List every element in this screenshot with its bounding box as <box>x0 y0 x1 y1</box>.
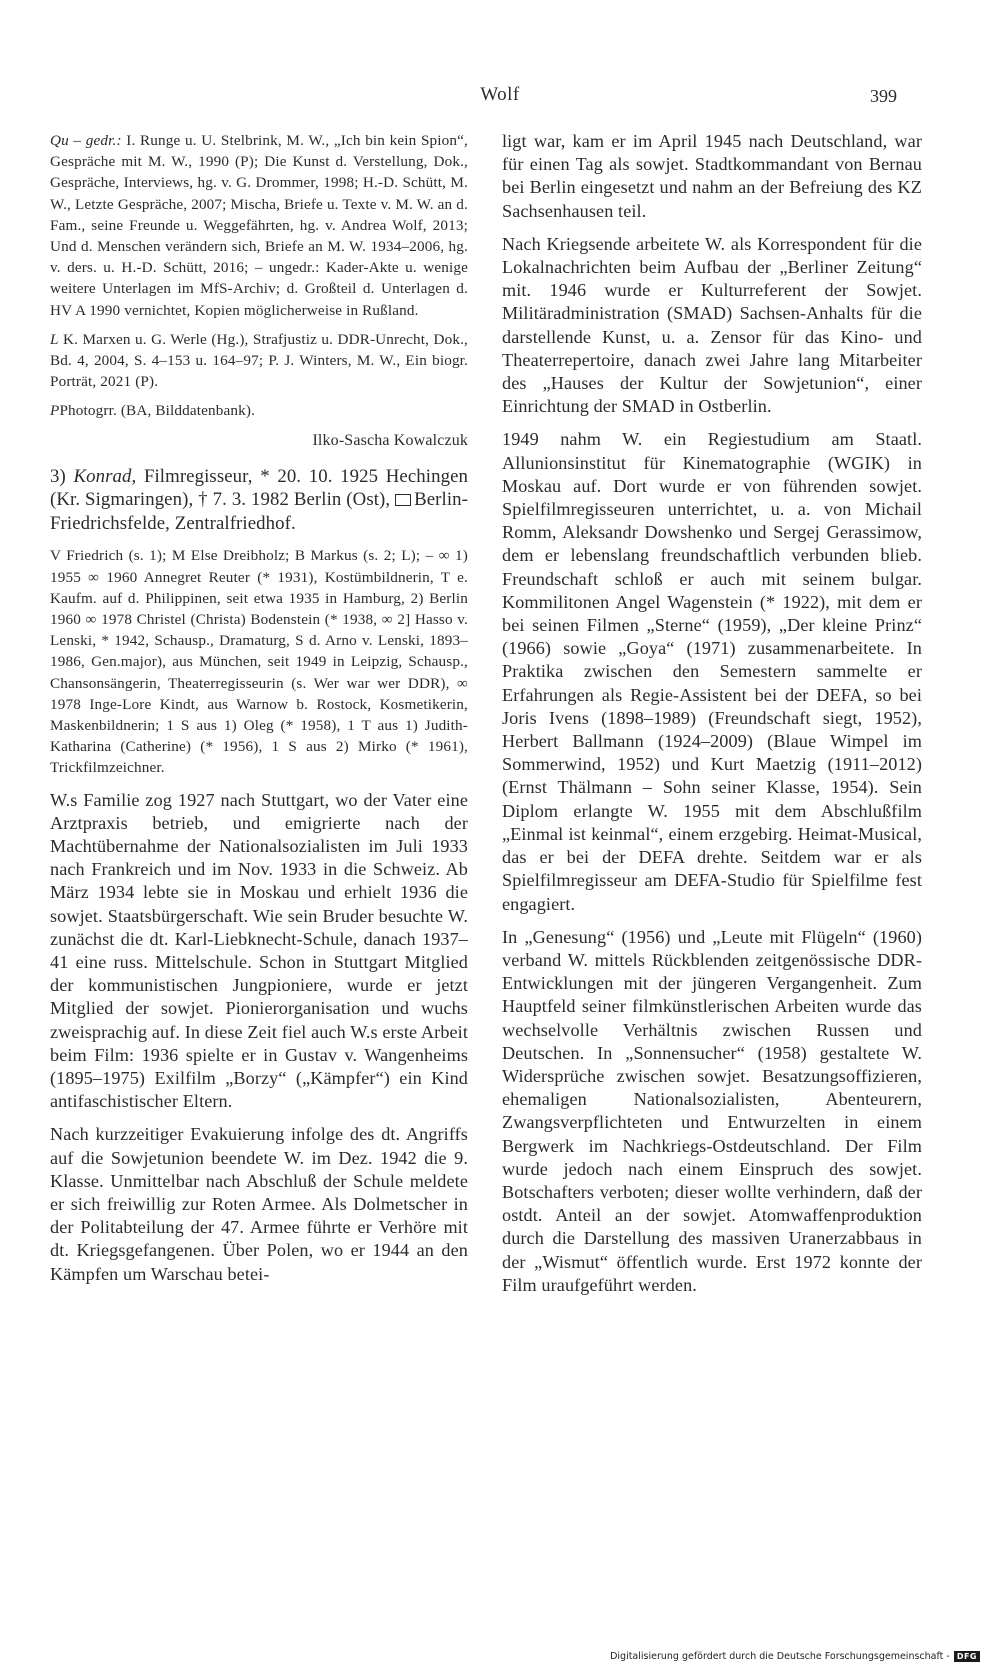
photo-paragraph <box>50 400 468 421</box>
photo-text: Photogrr. (BA, Bilddatenbank). <box>59 402 256 420</box>
sources-paragraph <box>50 130 468 321</box>
entry-name: Konrad, <box>73 465 137 487</box>
body-paragraph-6: In „Genesung“ (1956) und „Leute mit Flügeln“ (1960) verband W. mittels Rückblenden zeitgenössische DDR-Entwicklungen mit der jüngeren Vergangenheit. Zum Hauptfeld seiner filmkünstlerischen Arbeiten wurde das wechselvolle Verhältnis zwischen Russen und Deutschen. In „Sonnensucher“ (1958) gestaltete W. Widersprüche zwischen sowjet. Besatzungsoffizieren, ehemaligen Nationalsozialisten, Abenteurern, Zwangsverpflichteten und Entwurzelten in einem Bergwerk im Nachkriegs-Ostdeutschland. Der Film wurde jedoch nach einem Einspruch des sowjet. Botschafters verboten; dieser wollte verhindern, daß der ostdt. Anteil an der sowjet. Atomwaffenproduktion durch die Darstellung des massiven Uranerzabbaus in der „Wismut“ öffentlich wurde. Erst 1972 konnte der Film uraufgeführt werden. <box>502 926 922 1295</box>
sources-label: Qu – gedr.: <box>50 132 122 149</box>
body-paragraph-3: ligt war, kam er im April 1945 nach Deutschland, war für einen Tag als sowjet. Stadtkommandant von Bernau bei Berlin eingesetzt und nahm an der Befreiung des KZ Sachsenhausen teil. <box>502 131 922 221</box>
body-paragraph-2: Nach kurzzeitiger Evakuierung infolge des dt. Angriffs auf die Sowjetunion beendete W. im Dez. 1942 die 9. Klasse. Unmittelbar nach Abschluß der Schule meldete er sich freiwillig zur Roten Armee. Als Dolmetscher in der Politabteilung der 47. Armee führte er Verhöre mit dt. Kriegsgefangenen. Über Polen, wo er 1944 an den Kämpfen um Warschau betei- <box>50 1124 468 1284</box>
literature-text: K. Marxen u. G. Werle (Hg.), Strafjustiz u. DDR-Unrecht, Dok., Bd. 4, 2004, S. 4–153 u. 164–97; P. J. Winters, M. W., Ein biogr. Porträt, 2021 (P). <box>50 330 468 391</box>
body-paragraph-5: 1949 nahm W. ein Regiestudium am Staatl. Allunionsinstitut für Kinematographie (WGIK) in Moskau auf. Dort wurde er von führenden sowjet. Spielfilmregisseuren unterrichtet, u. a. von Michail Romm, Aleksandr Dowshenko und Sergej Gerassimow, dem er lebenslang freundschaftlich verbunden blieb. Freundschaft schloß er auch mit seinem bulgar. Kommilitonen Angel Wagenstein (* 1922), mit dem er bei seinen Filmen „Sterne“ (1959), „Der kleine Prinz“ (1966) sowie „Goya“ (1971) zusammenarbeitete. In Praktika zwischen den Semestern sammelte er Erfahrungen als Regie-Assistent bei der DEFA, so bei Joris Ivens (1898–1989) (Freundschaft siegt, 1952), Herbert Ballmann (1924–2009) (Blaue Wimpel im Sommerwind, 1952) und Kurt Maetzig (1911–2012) (Ernst Thälmann – Sohn seiner Klasse, 1954). Sein Diplom erlangte W. 1955 mit dem Abschlußfilm „Einmal ist keinmal“, einem erzgebirg. Heimat-Musical, das er bei der DEFA drehte. Seitdem war er als Spielfilmregisseur am DEFA-Studio für Spielfilme fest engagiert. <box>502 429 922 914</box>
footer-text: Digitalisierung gefördert durch die Deutsche Forschungsgemeinschaft - <box>610 1651 950 1662</box>
page-number: 399 <box>870 86 897 106</box>
entry-burial: Berlin-Friedrichsfelde, Zentralfriedhof. <box>50 489 469 534</box>
entry-lifedata: Filmregisseur, * 20. 10. 1925 Hechingen (Kr. Sigmaringen), † 7. 3. 1982 Berlin (Ost), <box>50 465 468 511</box>
right-column <box>502 130 922 1307</box>
body-paragraph-1: W.s Familie zog 1927 nach Stuttgart, wo der Vater eine Arztpraxis betrieb, und emigrierte nach der Machtübernahme der Nationalsozialisten im Juli 1933 nach Frankreich und im Nov. 1933 in die Schweiz. Ab März 1934 lebte sie in Moskau und erhielt 1936 die sowjet. Staatsbürgerschaft. Wie sein Bruder besuchte W. zunächst die dt. Karl-Liebknecht-Schule, danach 1937–41 eine russ. Mittelschule. Schon in Stuttgart Mitglied der kommunistischen Jungpioniere, wurde er jetzt Mitglied der sowjet. Pionierorganisation und wuchs zweisprachig auf. In diese Zeit fiel auch W.s erste Arbeit beim Film: 1936 spielte er in Gustav v. Wangenheims (1895–1975) Exilfilm „Borzy“ („Kämpfer“) ein Kind antifaschistischer Eltern. <box>50 789 468 1112</box>
dfg-logo: DFG <box>954 1651 980 1662</box>
entry-number: 3) <box>50 465 66 487</box>
left-column <box>50 130 468 1296</box>
grave-icon <box>395 494 411 506</box>
literature-label: L <box>50 330 59 348</box>
article-author: Ilko-Sascha Kowalczuk <box>312 431 468 449</box>
entry-heading <box>50 465 468 536</box>
digitization-footer <box>610 1651 980 1662</box>
family-paragraph: V Friedrich (s. 1); M Else Dreibholz; B Markus (s. 2; L); – ∞ 1) 1955 ∞ 1960 Annegret Reuter (* 1931), Kostümbildnerin, T e. Kaufm. auf d. Philippinen, seit etwa 1935 in Hamburg, 2) Berlin 1960 ∞ 1978 Christel (Christa) Bodenstein (* 1938, ∞ 2] Hasso v. Lenski, * 1942, Schausp., Dramaturg, S d. Arno v. Lenski, 1893–1986, Gen.major), aus München, seit 1949 in Leipzig, Schausp., Chansonsängerin, Theaterregisseurin (s. Wer war wer DDR), ∞ 1978 Inge-Lore Kindt, aus Warnow b. Rostock, Kosmetikerin, Maskenbildnerin; 1 S aus 1) Oleg (* 1958), 1 T aus 1) Judith-Katharina (Catherine) (* 1956), 1 S aus 2) Mirko (* 1961), Trickfilmzeichner. <box>50 547 468 777</box>
body-paragraph-4: Nach Kriegsende arbeitete W. als Korrespondent für die Lokalnachrichten beim Aufbau der „Berliner Zeitung“ mit. 1946 wurde er Kulturreferent der Sowjet. Militäradministration (SMAD) Sachsen-Anhalts für die darstellende Kunst, u. a. Zensor für das Kino- und Theaterrepertoire, danach zwei Jahre lang Mitarbeiter des „Hauses der Kultur der Sowjetunion“, einer Einrichtung der SMAD in Ostberlin. <box>502 233 922 417</box>
page-header-title: Wolf <box>480 84 520 105</box>
sources-text: I. Runge u. U. Stelbrink, M. W., „Ich bin kein Spion“, Gespräche mit M. W., 1990 (P); Die Kunst d. Verstellung, Dok., Gespräche, Interviews, hg. v. G. Drommer, 1998; H.-D. Schütt, M. W., Letzte Gespräche, 2007; Mischa, Briefe u. Texte v. M. W. an d. Fam., seine Freunde u. Weggefährten, hg. v. Andrea Wolf, 2013; Und d. Menschen verändern sich, Briefe an M. W. 1934–2006, hg. v. ders. u. H.-D. Schütt, 2016; – ungedr.: Kader-Akte u. wenige weitere Unterlagen im MfS-Archiv; d. Großteil d. Unterlagen d. HV A 1990 vernichtet, Kopien möglicherweise in Rußland. <box>50 132 468 319</box>
literature-paragraph <box>50 329 468 393</box>
photo-label: P <box>50 402 60 420</box>
